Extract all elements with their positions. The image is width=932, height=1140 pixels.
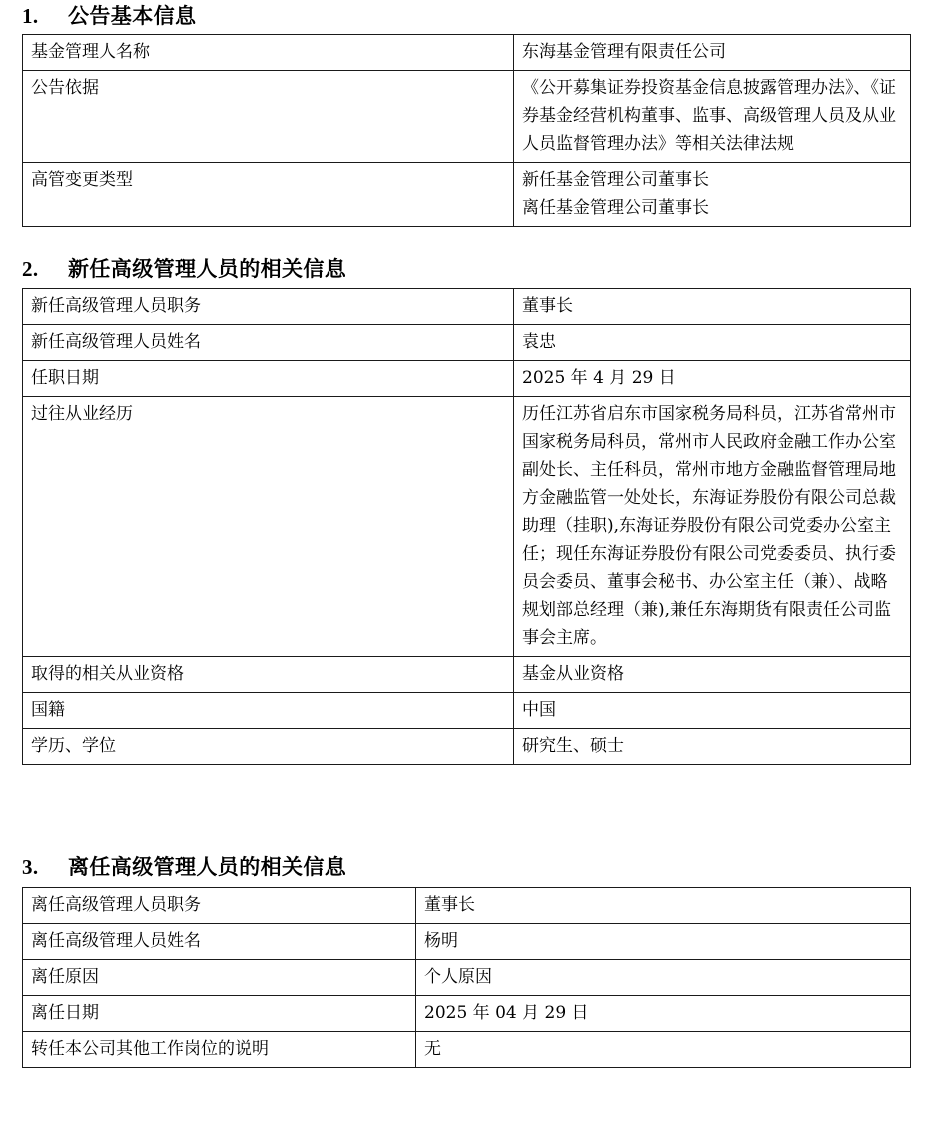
row-label-past-experience: 过往从业经历: [23, 397, 514, 657]
section-3-title: 离任高级管理人员的相关信息: [68, 854, 347, 879]
table-row: [23, 325, 911, 361]
row-label-departure-date: 离任日期: [23, 996, 416, 1032]
table-row: [23, 361, 911, 397]
row-value-new-exec-position: 董事长: [514, 289, 911, 325]
row-value-past-experience: 历任江苏省启东市国家税务局科员，江苏省常州市国家税务局科员，常州市人民政府金融工作办公室副处长、主任科员，常州市地方金融监督管理局地方金融监管一处处长，东海证券股份有限公司总裁助理（挂职),东海证券股份有限公司党委办公室主任；现任东海证券股份有限公司党委委员、执行委员会委员、董事会秘书、办公室主任（兼）、战略规划部总经理（兼),兼任东海期货有限责任公司监事会主席。: [514, 397, 911, 657]
row-label-transfer-note: 转任本公司其他工作岗位的说明: [23, 1032, 416, 1068]
row-value-announcement-basis: 《公开募集证券投资基金信息披露管理办法》、《证券基金经营机构董事、监事、高级管理人员及从业人员监督管理办法》等相关法律法规: [514, 71, 911, 163]
row-value-transfer-note: 无: [416, 1032, 911, 1068]
row-value-departure-date: 2025 年 04 月 29 日: [416, 996, 911, 1032]
change-type-line-1: 新任基金管理公司董事长: [522, 170, 709, 190]
section-1-number: 1.: [22, 4, 39, 28]
section-spacer: [22, 765, 910, 829]
table-row: [23, 163, 911, 227]
row-value-appointment-date: 2025 年 4 月 29 日: [514, 361, 911, 397]
table-row: [23, 729, 911, 765]
row-label-new-exec-position: 新任高级管理人员职务: [23, 289, 514, 325]
row-value-change-type: [514, 163, 911, 227]
row-value-departing-name: 杨明: [416, 924, 911, 960]
table-row: [23, 1032, 911, 1068]
document-page: [0, 4, 932, 1140]
row-label-nationality: 国籍: [23, 693, 514, 729]
table-row: [23, 71, 911, 163]
table-row: [23, 693, 911, 729]
table-row: [23, 996, 911, 1032]
announcement-basic-info-table: [22, 34, 911, 227]
new-executive-info-table: [22, 288, 911, 765]
row-value-fund-manager-name: 东海基金管理有限责任公司: [514, 35, 911, 71]
row-label-departing-position: 离任高级管理人员职务: [23, 888, 416, 924]
row-label-new-exec-name: 新任高级管理人员姓名: [23, 325, 514, 361]
row-value-education: 研究生、硕士: [514, 729, 911, 765]
row-label-departure-reason: 离任原因: [23, 960, 416, 996]
section-1-title: 公告基本信息: [68, 3, 197, 28]
section-3-heading: [22, 855, 910, 879]
row-value-new-exec-name: 袁忠: [514, 325, 911, 361]
row-label-appointment-date: 任职日期: [23, 361, 514, 397]
section-3-number: 3.: [22, 855, 39, 879]
table-row: [23, 289, 911, 325]
table-row: [23, 924, 911, 960]
table-row: [23, 397, 911, 657]
row-label-announcement-basis: 公告依据: [23, 71, 514, 163]
section-2-title: 新任高级管理人员的相关信息: [68, 256, 347, 281]
row-label-departing-name: 离任高级管理人员姓名: [23, 924, 416, 960]
row-label-change-type: 高管变更类型: [23, 163, 514, 227]
section-2-heading: [22, 257, 910, 281]
table-row: [23, 960, 911, 996]
row-label-education: 学历、学位: [23, 729, 514, 765]
row-label-fund-manager-name: 基金管理人名称: [23, 35, 514, 71]
departing-executive-info-table: [22, 887, 911, 1068]
row-value-nationality: 中国: [514, 693, 911, 729]
change-type-line-2: 离任基金管理公司董事长: [522, 198, 709, 218]
table-row: [23, 35, 911, 71]
row-value-qualifications: 基金从业资格: [514, 657, 911, 693]
row-label-qualifications: 取得的相关从业资格: [23, 657, 514, 693]
row-value-departing-position: 董事长: [416, 888, 911, 924]
table-row: [23, 657, 911, 693]
section-1-heading: [22, 4, 910, 28]
row-value-departure-reason: 个人原因: [416, 960, 911, 996]
section-2-number: 2.: [22, 257, 39, 281]
table-row: [23, 888, 911, 924]
